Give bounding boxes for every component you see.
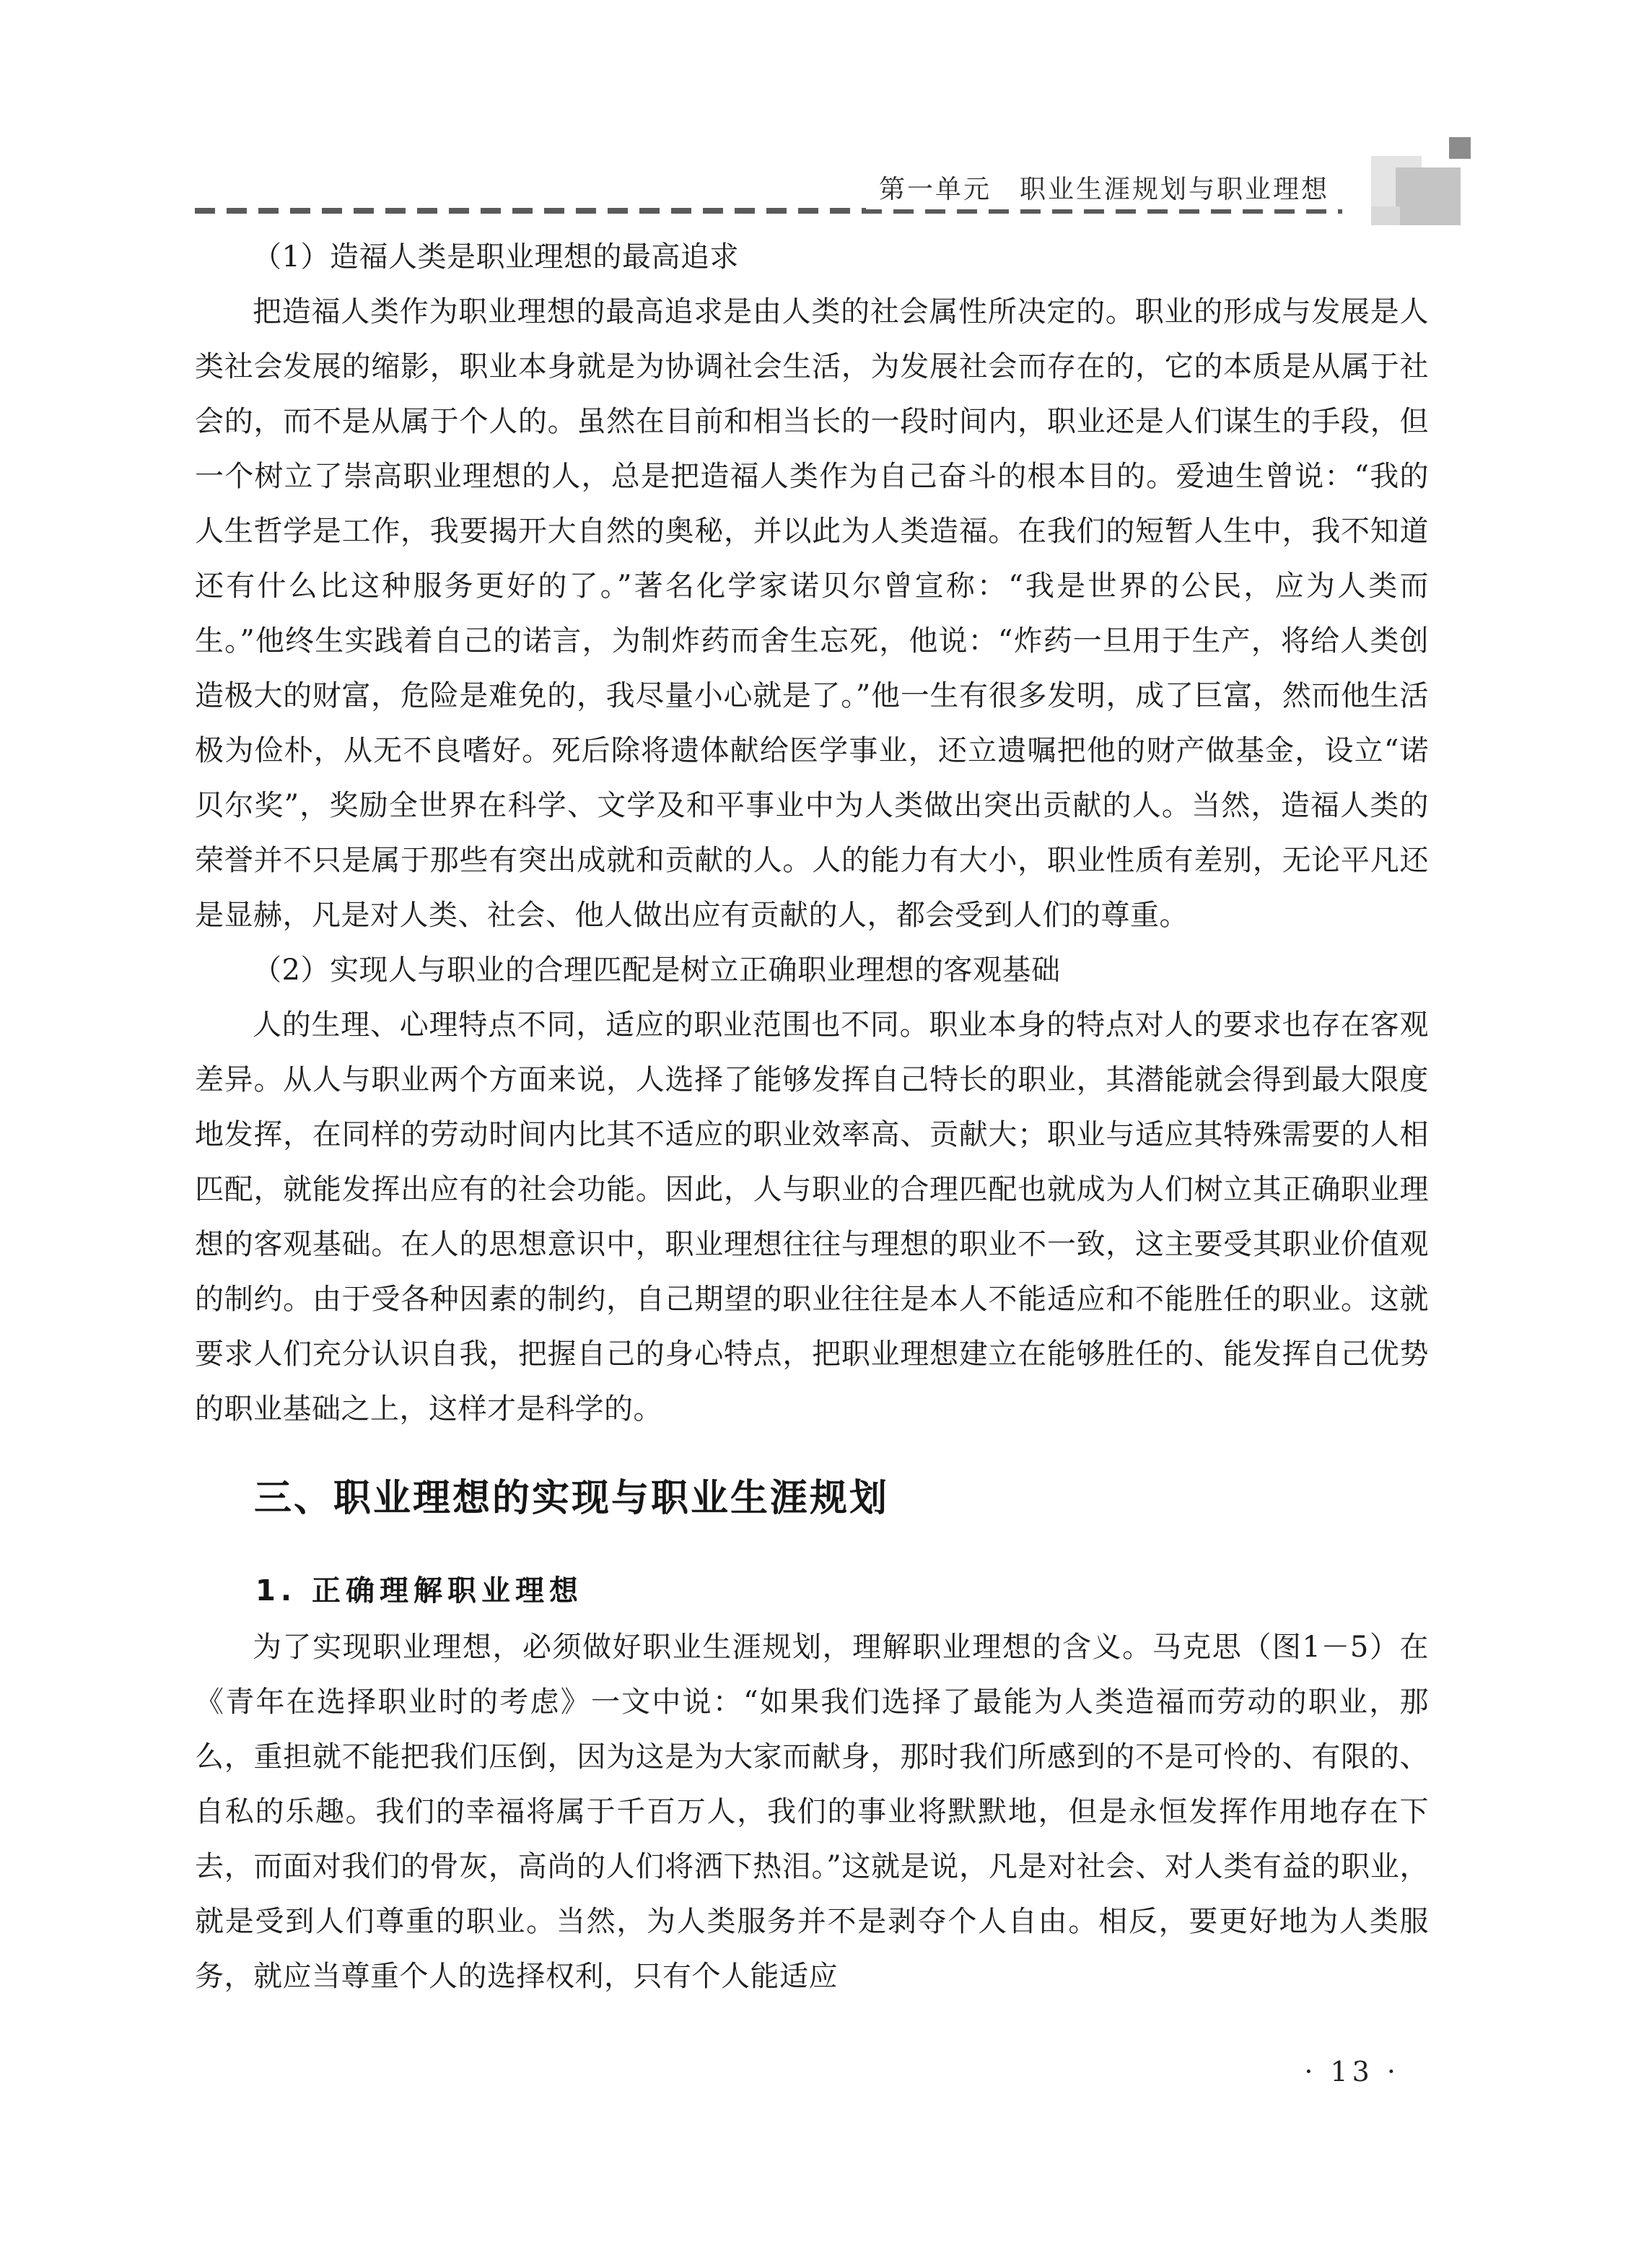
header-title: 第一单元 职业生涯规划与职业理想 (866, 170, 1342, 209)
section-heading: 三、职业理想的实现与职业生涯规划 (254, 1477, 890, 1520)
body-paragraph: 为了实现职业理想，必须做好职业生涯规划，理解职业理想的含义。马克思（图1－5）在《青年在选择职业时的考虑》一文中说：“如果我们选择了最能为人类造福而劳动的职业，那么，重担就不能把我们压倒，因为这是为大家而献身，那时我们所感到的不是可怜的、有限的、自私的乐趣。我们的幸福将属于千百万人，我们的事业将默默地，但是永恒发挥作用地存在下去，而面对我们的骨灰，高尚的人们将洒下热泪。”这就是说，凡是对社会、对人类有益的职业，就是受到人们尊重的职业。当然，为人类服务并不是剥夺个人自由。相反，要更好地为人类服务，就应当尊重个人的选择权利，只有个人能适应 (195, 1631, 1429, 1993)
body-paragraph: 把造福人类作为职业理想的最高追求是由人类的社会属性所决定的。职业的形成与发展是人类社会发展的缩影，职业本身就是为协调社会生活，为发展社会而存在的，它的本质是从属于社会的，而不是从属于个人的。虽然在目前和相当长的一段时间内，职业还是人们谋生的手段，但一个树立了崇高职业理想的人，总是把造福人类作为自己奋斗的根本目的。爱迪生曾说：“我的人生哲学是工作，我要揭开大自然的奥秘，并以此为人类造福。在我们的短暂人生中，我不知道还有什么比这种服务更好的了。”著名化学家诺贝尔曾宣称：“我是世界的公民，应为人类而生。”他终生实践着自己的诺言，为制炸药而舍生忘死，他说：“炸药一旦用于生产，将给人类创造极大的财富，危险是难免的，我尽量小心就是了。”他一生有很多发明，成了巨富，然而他生活极为俭朴，从无不良嗜好。死后除将遗体献给医学事业，还立遗嘱把他的财产做基金，设立“诺贝尔奖”，奖励全世界在科学、文学及和平事业中为人类做出突出贡献的人。当然，造福人类的荣誉并不只是属于那些有突出成就和贡献的人。人的能力有大小，职业性质有差别，无论平凡还是显赫，凡是对人类、社会、他人做出应有贡献的人，都会受到人们的尊重。 (195, 295, 1429, 932)
page-body (195, 230, 1429, 2004)
subheading-1: （1）造福人类是职业理想的最高追求 (253, 240, 739, 274)
page-number: · 13 · (1304, 2056, 1400, 2088)
subsection-heading: 1. 正确理解职业理想 (255, 1574, 583, 1608)
subheading-2: （2）实现人与职业的合理匹配是树立正确职业理想的客观基础 (253, 954, 1061, 987)
body-paragraph: 人的生理、心理特点不同，适应的职业范围也不同。职业本身的特点对人的要求也存在客观差异。从人与职业两个方面来说，人选择了能够发挥自己特长的职业，其潜能就会得到最大限度地发挥，在同样的劳动时间内比其不适应的职业效率高、贡献大；职业与适应其特殊需要的人相匹配，就能发挥出应有的社会功能。因此，人与职业的合理匹配也就成为人们树立其正确职业理想的客观基础。在人的思想意识中，职业理想往往与理想的职业不一致，这主要受其职业价值观的制约。由于受各种因素的制约，自己期望的职业往往是本人不能适应和不能胜任的职业。这就要求人们充分认识自我，把握自己的身心特点，把职业理想建立在能够胜任的、能发挥自己优势的职业基础之上，这样才是科学的。 (195, 1008, 1429, 1426)
running-header (195, 170, 1364, 215)
